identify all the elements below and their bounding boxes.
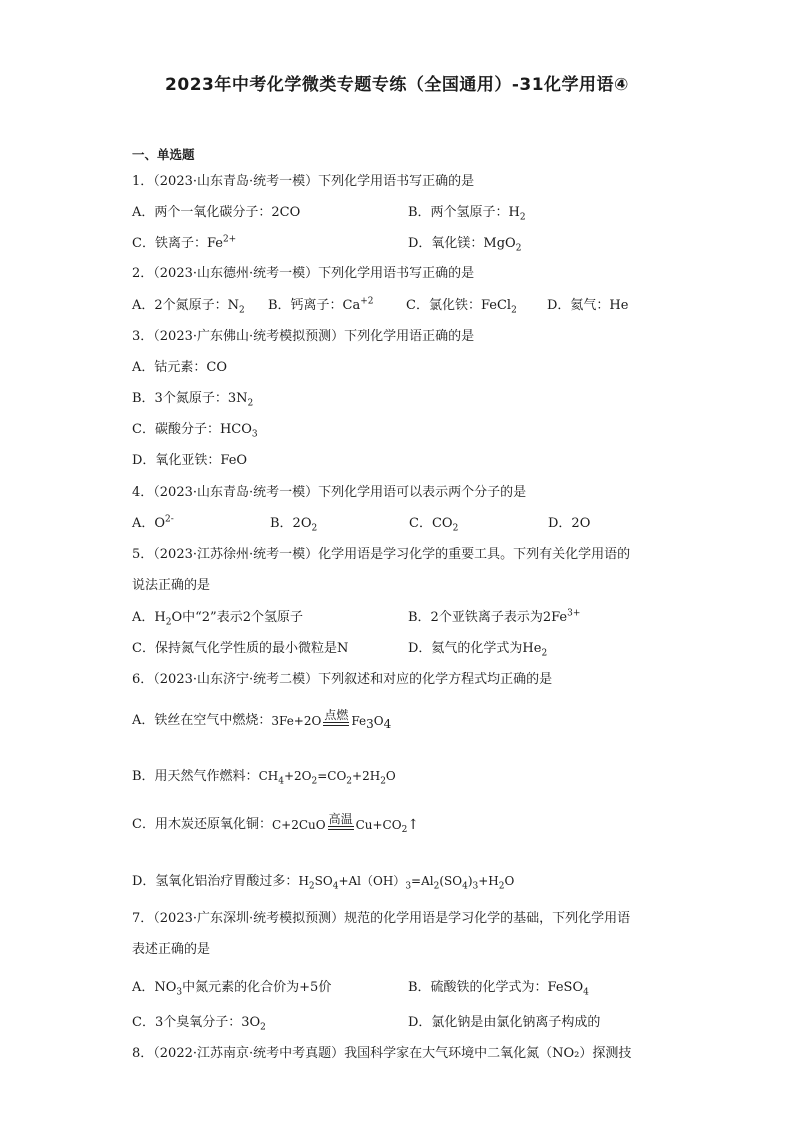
question-5-option-a: A．$H_2O$中“2”表示2个氢原子 xyxy=(132,610,303,628)
question-6-option-a: A．铁丝在空气中燃烧：3Fe+2O 点燃 $Fe_3O_4$ xyxy=(132,708,391,734)
question-5-option-d: D．氦气的化学式为$He_2$ xyxy=(408,641,548,659)
question-7-option-c: C．3个臭氧分子：$3O_2$ xyxy=(132,1015,266,1033)
question-4-stem: 4．（2023·山东青岛·统考一模）下列化学用语可以表示两个分子的是 xyxy=(132,485,527,500)
question-5-option-c: C．保持氮气化学性质的最小微粒是N xyxy=(132,641,349,656)
question-3-option-d: D．氧化亚铁：FeO xyxy=(132,453,248,468)
question-7-option-d: D．氯化钠是由氯化钠离子构成的 xyxy=(408,1015,601,1030)
question-7-stem-line1: 7．（2023·广东深圳·统考模拟预测）规范的化学用语是学习化学的基础，下列化学用语 xyxy=(132,911,631,926)
question-5-stem-line1: 5．（2023·江苏徐州·统考一模）化学用语是学习化学的重要工具。下列有关化学用语的 xyxy=(132,547,631,562)
question-4-option-a: A．$O^{2-}$ xyxy=(132,514,174,531)
question-2-option-b: B．钙离子：$Ca^{+2}$ xyxy=(268,296,374,313)
question-6-option-d: D．氢氧化铝治疗胃酸过多：$H_2SO_4+Al(OH)_3=Al_2(SO_4)_3+H_2O$ xyxy=(132,874,515,892)
question-3-option-b: B．3个氮原子：$3N_2$ xyxy=(132,391,254,409)
reaction-condition-ignite: 点燃 xyxy=(323,708,349,734)
question-6-option-c: C．用木炭还原氧化铜：C+2CuO 高温 $Cu+CO_2↑$ xyxy=(132,812,419,838)
question-7-stem-line2: 表述正确的是 xyxy=(132,942,211,957)
question-2-option-a: A．2个氮原子：$N_2$ xyxy=(132,298,245,316)
question-1-option-c: C．铁离子：$Fe^{2+}$ xyxy=(132,234,237,251)
question-1-stem: 1．（2023·山东青岛·统考一模）下列化学用语书写正确的是 xyxy=(132,174,475,189)
question-2-stem: 2．（2023·山东德州·统考一模）下列化学用语书写正确的是 xyxy=(132,266,475,281)
question-4-option-b: B．$2O_2$ xyxy=(270,516,318,534)
section-heading: 一、单选题 xyxy=(132,147,195,162)
question-1-option-b: B．两个氢原子：$H_2$ xyxy=(408,205,526,223)
question-5-option-b: B．2个亚铁离子表示为$2Fe^{3+}$ xyxy=(408,608,581,625)
question-3-stem: 3．（2023·广东佛山·统考模拟预测）下列化学用语正确的是 xyxy=(132,329,475,344)
question-3-option-c: C．碳酸分子：$HCO_3$ xyxy=(132,422,258,440)
question-2-option-c: C．氯化铁：FeCl$_2$ xyxy=(406,298,517,316)
question-8-stem: 8．（2022·江苏南京·统考中考真题）我国科学家在大气环境中二氧化氮（NO₂）探测技 xyxy=(132,1046,632,1061)
question-5-stem-line2: 说法正确的是 xyxy=(132,578,211,593)
question-6-stem: 6．（2023·山东济宁·统考二模）下列叙述和对应的化学方程式均正确的是 xyxy=(132,672,553,687)
reaction-condition-high-temp: 高温 xyxy=(328,812,354,838)
question-4-option-c: C．$CO_2$ xyxy=(409,516,459,534)
question-7-option-a: A．$NO_3$中氮元素的化合价为+5价 xyxy=(132,980,332,998)
question-1-option-a: A．两个一氧化碳分子：2CO xyxy=(132,205,301,220)
question-3-option-a: A．钴元素：CO xyxy=(132,360,227,375)
question-1-option-d: D．氧化镁：MgO$_2$ xyxy=(408,236,522,254)
document-title: 2023年中考化学微类专题专练（全国通用）-31化学用语④ xyxy=(165,75,629,95)
question-4-option-d: D．2O xyxy=(548,516,591,531)
question-2-option-d: D．氦气：He xyxy=(547,298,629,313)
question-7-option-b: B．硫酸铁的化学式为：FeSO$_4$ xyxy=(408,980,589,998)
question-6-option-b: B．用天然气作燃料：$CH_4+2O_2=CO_2+2H_2O$ xyxy=(132,769,396,787)
